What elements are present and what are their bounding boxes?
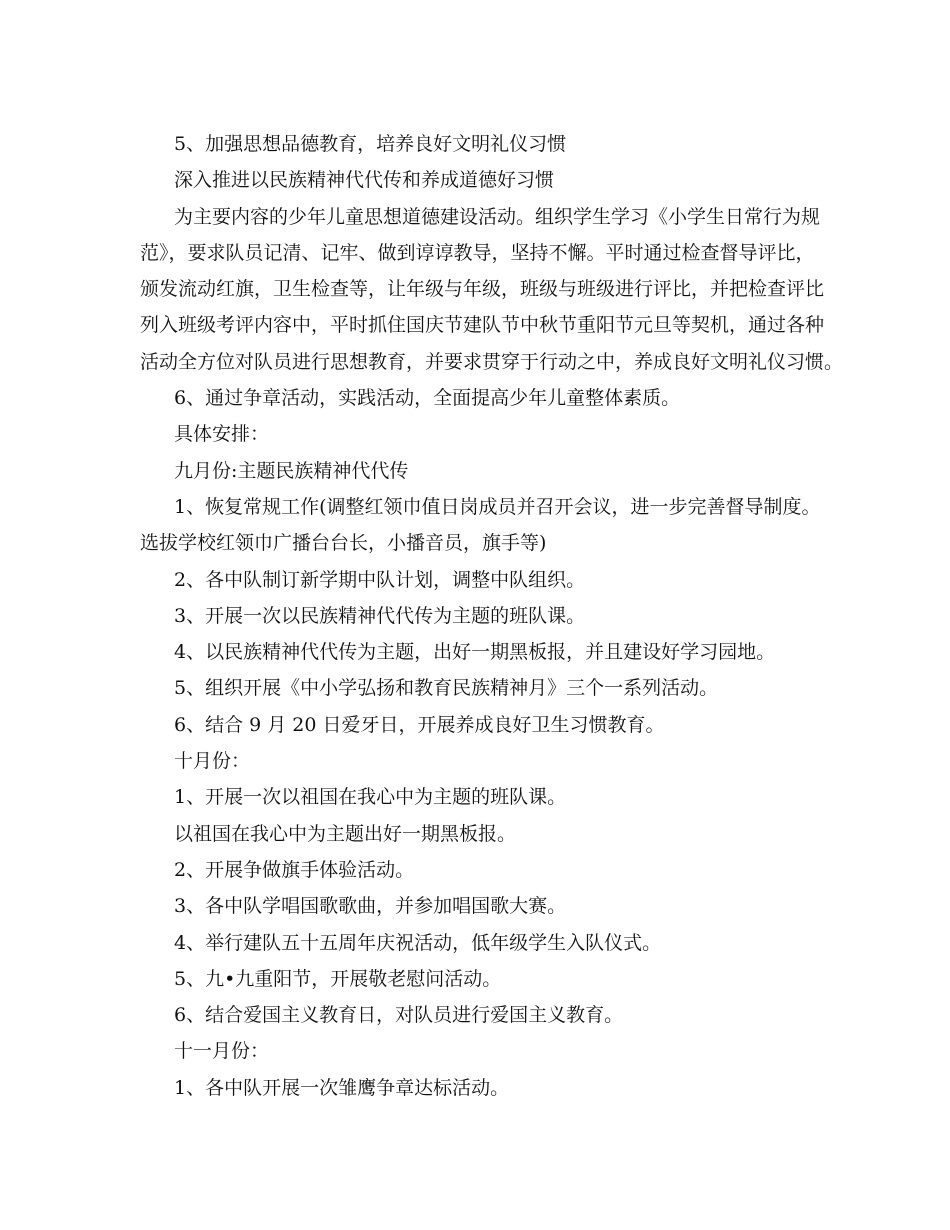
paragraph-line: 为主要内容的少年儿童思想道德建设活动。组织学生学习《小学生日常行为规 <box>174 205 821 228</box>
paragraph-line: 颁发流动红旗，卫生检查等，让年级与年级，班级与班级进行评比，并把检查评比 <box>140 278 825 301</box>
paragraph-line: 十月份： <box>174 750 251 773</box>
paragraph-line: 4、以民族精神代代传为主题，出好一期黑板报，并且建设好学习园地。 <box>174 641 776 664</box>
paragraph-line: 深入推进以民族精神代代传和养成道德好习惯 <box>174 169 555 192</box>
paragraph-line: 以祖国在我心中为主题出好一期黑板报。 <box>174 822 517 845</box>
paragraph-line: 1、恢复常规工作(调整红领巾值日岗成员并召开会议，进一步完善督导制度。 <box>174 495 821 518</box>
document-body <box>140 126 844 1106</box>
paragraph-line: 选拔学校红领巾广播台台长，小播音员，旗手等) <box>140 532 547 555</box>
paragraph-line: 九月份:主题民族精神代代传 <box>174 459 409 482</box>
paragraph-line: 5、加强思想品德教育，培养良好文明礼仪习惯 <box>174 133 567 155</box>
paragraph-line: 4、举行建队五十五周年庆祝活动，低年级学生入队仪式。 <box>174 931 662 954</box>
paragraph-line: 2、开展争做旗手体验活动。 <box>174 858 415 881</box>
paragraph-line: 2、各中队制订新学期中队计划，调整中队组织。 <box>174 568 586 591</box>
paragraph-line: 列入班级考评内容中，平时抓住国庆节建队节中秋节重阳节元旦等契机，通过各种 <box>140 314 825 337</box>
paragraph-line: 3、开展一次以民族精神代代传为主题的班队课。 <box>174 604 586 627</box>
paragraph-line: 活动全方位对队员进行思想教育，并要求贯穿于行动之中，养成良好文明礼仪习惯。 <box>140 350 844 373</box>
paragraph-line: 5、九•九重阳节，开展敬老慰问活动。 <box>174 967 502 990</box>
paragraph-line: 3、各中队学唱国歌歌曲，并参加唱国歌大赛。 <box>174 895 567 918</box>
paragraph-line: 1、各中队开展一次雏鹰争章达标活动。 <box>174 1076 510 1099</box>
paragraph-line: 6、结合 9 月 20 日爱牙日，开展养成良好卫生习惯教育。 <box>174 713 665 736</box>
paragraph-line: 6、结合爱国主义教育日，对队员进行爱国主义教育。 <box>174 1004 624 1027</box>
paragraph-line: 范》，要求队员记清、记牢、做到谆谆教导，坚持不懈。平时通过检查督导评比， <box>140 241 815 264</box>
paragraph-line: 5、组织开展《中小学弘扬和教育民族精神月》三个一系列活动。 <box>174 677 719 700</box>
paragraph-line: 1、开展一次以祖国在我心中为主题的班队课。 <box>174 786 567 809</box>
paragraph-line: 具体安排： <box>174 423 270 446</box>
paragraph-line: 十一月份： <box>174 1040 270 1063</box>
paragraph-line: 6、通过争章活动，实践活动，全面提高少年儿童整体素质。 <box>174 387 681 410</box>
